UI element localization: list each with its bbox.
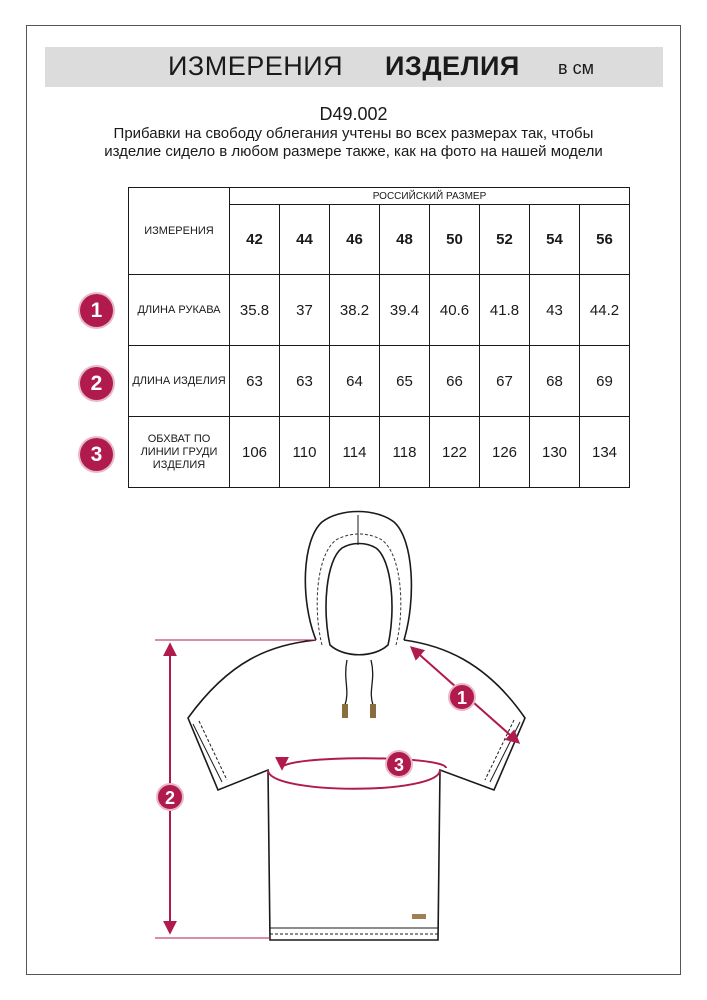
row-badge-1: 1	[80, 294, 113, 327]
value-cell: 110	[280, 417, 330, 488]
value-cell: 134	[580, 417, 630, 488]
value-cell: 106	[230, 417, 280, 488]
size-cell: 44	[280, 205, 330, 275]
value-cell: 122	[430, 417, 480, 488]
size-cell: 48	[380, 205, 430, 275]
header-unit: в см	[558, 58, 594, 78]
value-cell: 130	[530, 417, 580, 488]
row-badge-3: 3	[80, 438, 113, 471]
row-label: ДЛИНА РУКАВА	[129, 275, 230, 346]
row-badge-2: 2	[80, 367, 113, 400]
measure-3-chest	[268, 758, 446, 789]
size-cell: 50	[430, 205, 480, 275]
fit-note: Прибавки на свободу облегания учтены во всех размерах так, чтобы изделие сидело в любом размере также, как на фото на нашей модели	[104, 125, 603, 160]
value-cell: 118	[380, 417, 430, 488]
size-cell: 52	[480, 205, 530, 275]
diagram-marker-1-label: 1	[456, 688, 468, 708]
value-cell: 68	[530, 346, 580, 417]
value-cell: 41.8	[480, 275, 530, 346]
value-cell: 44.2	[580, 275, 630, 346]
size-cell: 46	[330, 205, 380, 275]
garment-outline	[188, 512, 525, 941]
header-title-garment: ИЗДЕЛИЯ	[385, 51, 520, 81]
size-group-header: РОССИЙСКИЙ РАЗМЕР	[230, 188, 630, 205]
size-cell: 42	[230, 205, 280, 275]
hem-label-tag	[412, 914, 426, 919]
value-cell: 69	[580, 346, 630, 417]
value-cell: 63	[230, 346, 280, 417]
hood-stitching	[317, 534, 401, 645]
product-code: D49.002	[319, 104, 388, 124]
cord-end-left	[342, 704, 348, 718]
value-cell: 37	[280, 275, 330, 346]
value-cell: 65	[380, 346, 430, 417]
value-cell: 38.2	[330, 275, 380, 346]
value-cell: 64	[330, 346, 380, 417]
row-label: ДЛИНА ИЗДЕЛИЯ	[129, 346, 230, 417]
size-cell: 54	[530, 205, 580, 275]
value-cell: 126	[480, 417, 530, 488]
value-cell: 67	[480, 346, 530, 417]
value-cell: 35.8	[230, 275, 280, 346]
row-label: ОБХВАТ ПО ЛИНИИ ГРУДИ ИЗДЕЛИЯ	[129, 417, 230, 488]
measure-header: ИЗМЕРЕНИЯ	[129, 188, 230, 275]
value-cell: 39.4	[380, 275, 430, 346]
drawstrings	[345, 660, 373, 705]
size-cell: 56	[580, 205, 630, 275]
value-cell: 63	[280, 346, 330, 417]
value-cell: 114	[330, 417, 380, 488]
diagram-marker-2-label: 2	[164, 788, 176, 808]
value-cell: 66	[430, 346, 480, 417]
header-title-measurements: ИЗМЕРЕНИЯ	[168, 51, 344, 81]
cord-end-right	[370, 704, 376, 718]
value-cell: 43	[530, 275, 580, 346]
diagram-marker-3-label: 3	[393, 755, 405, 775]
value-cell: 40.6	[430, 275, 480, 346]
ribbing	[193, 720, 520, 934]
